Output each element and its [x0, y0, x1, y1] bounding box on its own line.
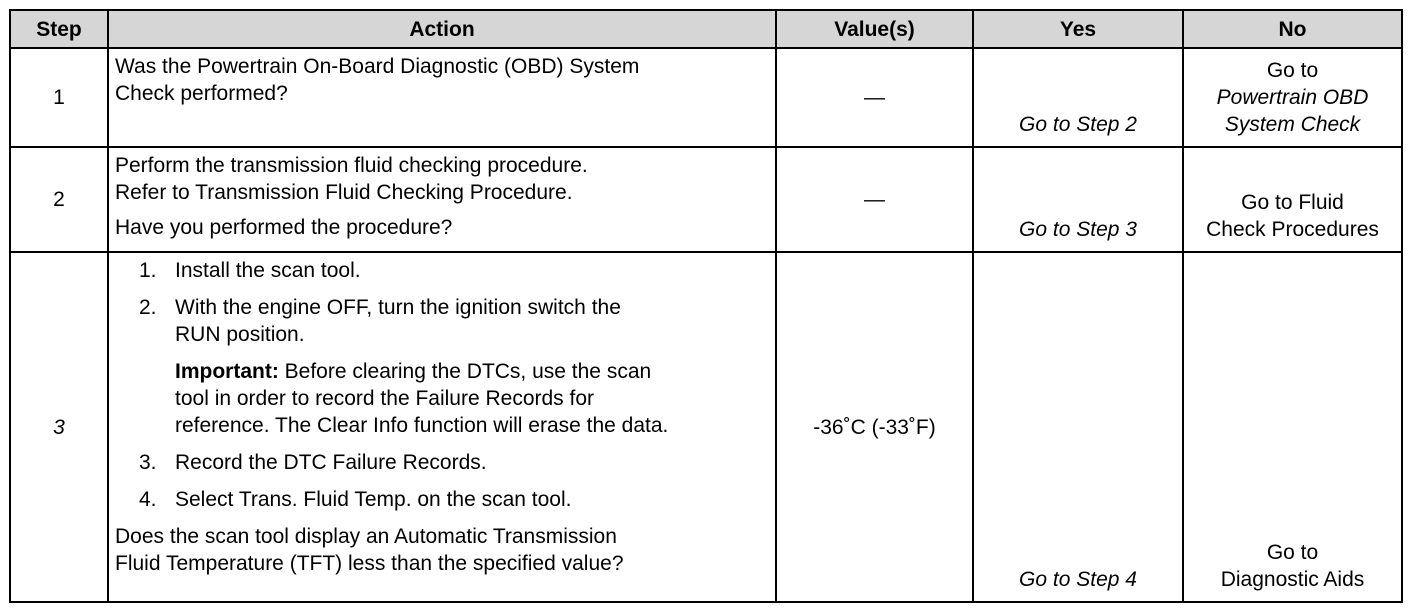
yes-link[interactable]: Go to Step 3 — [1019, 218, 1137, 241]
action-line: Perform the transmission fluid checking procedure. — [115, 154, 588, 177]
yes-link[interactable]: Go to Step 4 — [1019, 568, 1137, 591]
action-line: Check performed? — [115, 82, 288, 105]
list-number: 4. — [139, 488, 157, 511]
list-text: RUN position. — [175, 323, 305, 346]
no-cell[interactable] — [1183, 48, 1402, 147]
no-cell[interactable] — [1183, 147, 1402, 252]
question-line: Fluid Temperature (TFT) less than the specified value? — [115, 552, 624, 575]
procedure-list — [115, 449, 767, 513]
step-number: 1 — [10, 48, 108, 147]
header-no: No — [1183, 10, 1402, 48]
yes-link[interactable]: Go to Step 2 — [1019, 113, 1137, 136]
important-label: Important: — [175, 360, 279, 383]
yes-cell — [973, 252, 1183, 602]
procedure-list — [115, 257, 767, 348]
table-row — [10, 48, 1402, 147]
header-step: Step — [10, 10, 108, 48]
action-cell — [108, 48, 776, 147]
list-item — [115, 257, 767, 284]
list-number: 1. — [139, 259, 157, 282]
list-number: 3. — [139, 451, 157, 474]
list-item — [115, 449, 767, 476]
list-item — [115, 294, 767, 348]
list-text: With the engine OFF, turn the ignition switch the — [175, 296, 621, 319]
important-text: reference. The Clear Info function will erase the data. — [175, 414, 669, 437]
list-text: Install the scan tool. — [175, 259, 361, 282]
no-line: Diagnostic Aids — [1220, 568, 1365, 591]
question-line: Does the scan tool display an Automatic Transmission — [115, 525, 617, 548]
no-line: Go to Fluid — [1241, 191, 1344, 214]
no-line: Go to — [1266, 59, 1319, 82]
step-number: 2 — [10, 147, 108, 252]
action-line: Was the Powertrain On-Board Diagnostic (OBD) System — [115, 55, 640, 78]
action-cell — [108, 252, 776, 602]
header-action: Action — [108, 10, 776, 48]
important-text: tool in order to record the Failure Records for — [175, 387, 595, 410]
yes-cell — [973, 48, 1183, 147]
important-text: Before clearing the DTCs, use the scan — [278, 360, 652, 383]
value-cell: — — [776, 147, 973, 252]
table-row — [10, 147, 1402, 252]
value-cell: — — [776, 48, 973, 147]
list-text: Select Trans. Fluid Temp. on the scan tool. — [175, 488, 572, 511]
diagnostic-table — [9, 9, 1403, 603]
step-number: 3 — [10, 252, 108, 602]
important-note — [115, 358, 767, 439]
table-row — [10, 252, 1402, 602]
list-item — [115, 486, 767, 513]
no-line: Check Procedures — [1206, 218, 1379, 241]
header-yes: Yes — [973, 10, 1183, 48]
action-cell — [108, 147, 776, 252]
no-line: Go to — [1266, 541, 1319, 564]
header-row — [10, 10, 1402, 48]
no-line-italic: Powertrain OBD — [1216, 86, 1369, 109]
value-cell: -36˚C (-33˚F) — [776, 252, 973, 602]
no-line-italic: System Check — [1224, 113, 1361, 136]
yes-cell — [973, 147, 1183, 252]
header-values: Value(s) — [776, 10, 973, 48]
list-text: Record the DTC Failure Records. — [175, 451, 487, 474]
list-number: 2. — [139, 296, 157, 319]
no-cell[interactable] — [1183, 252, 1402, 602]
action-line: Refer to Transmission Fluid Checking Procedure. — [115, 181, 573, 204]
action-line: Have you performed the procedure? — [115, 216, 453, 239]
